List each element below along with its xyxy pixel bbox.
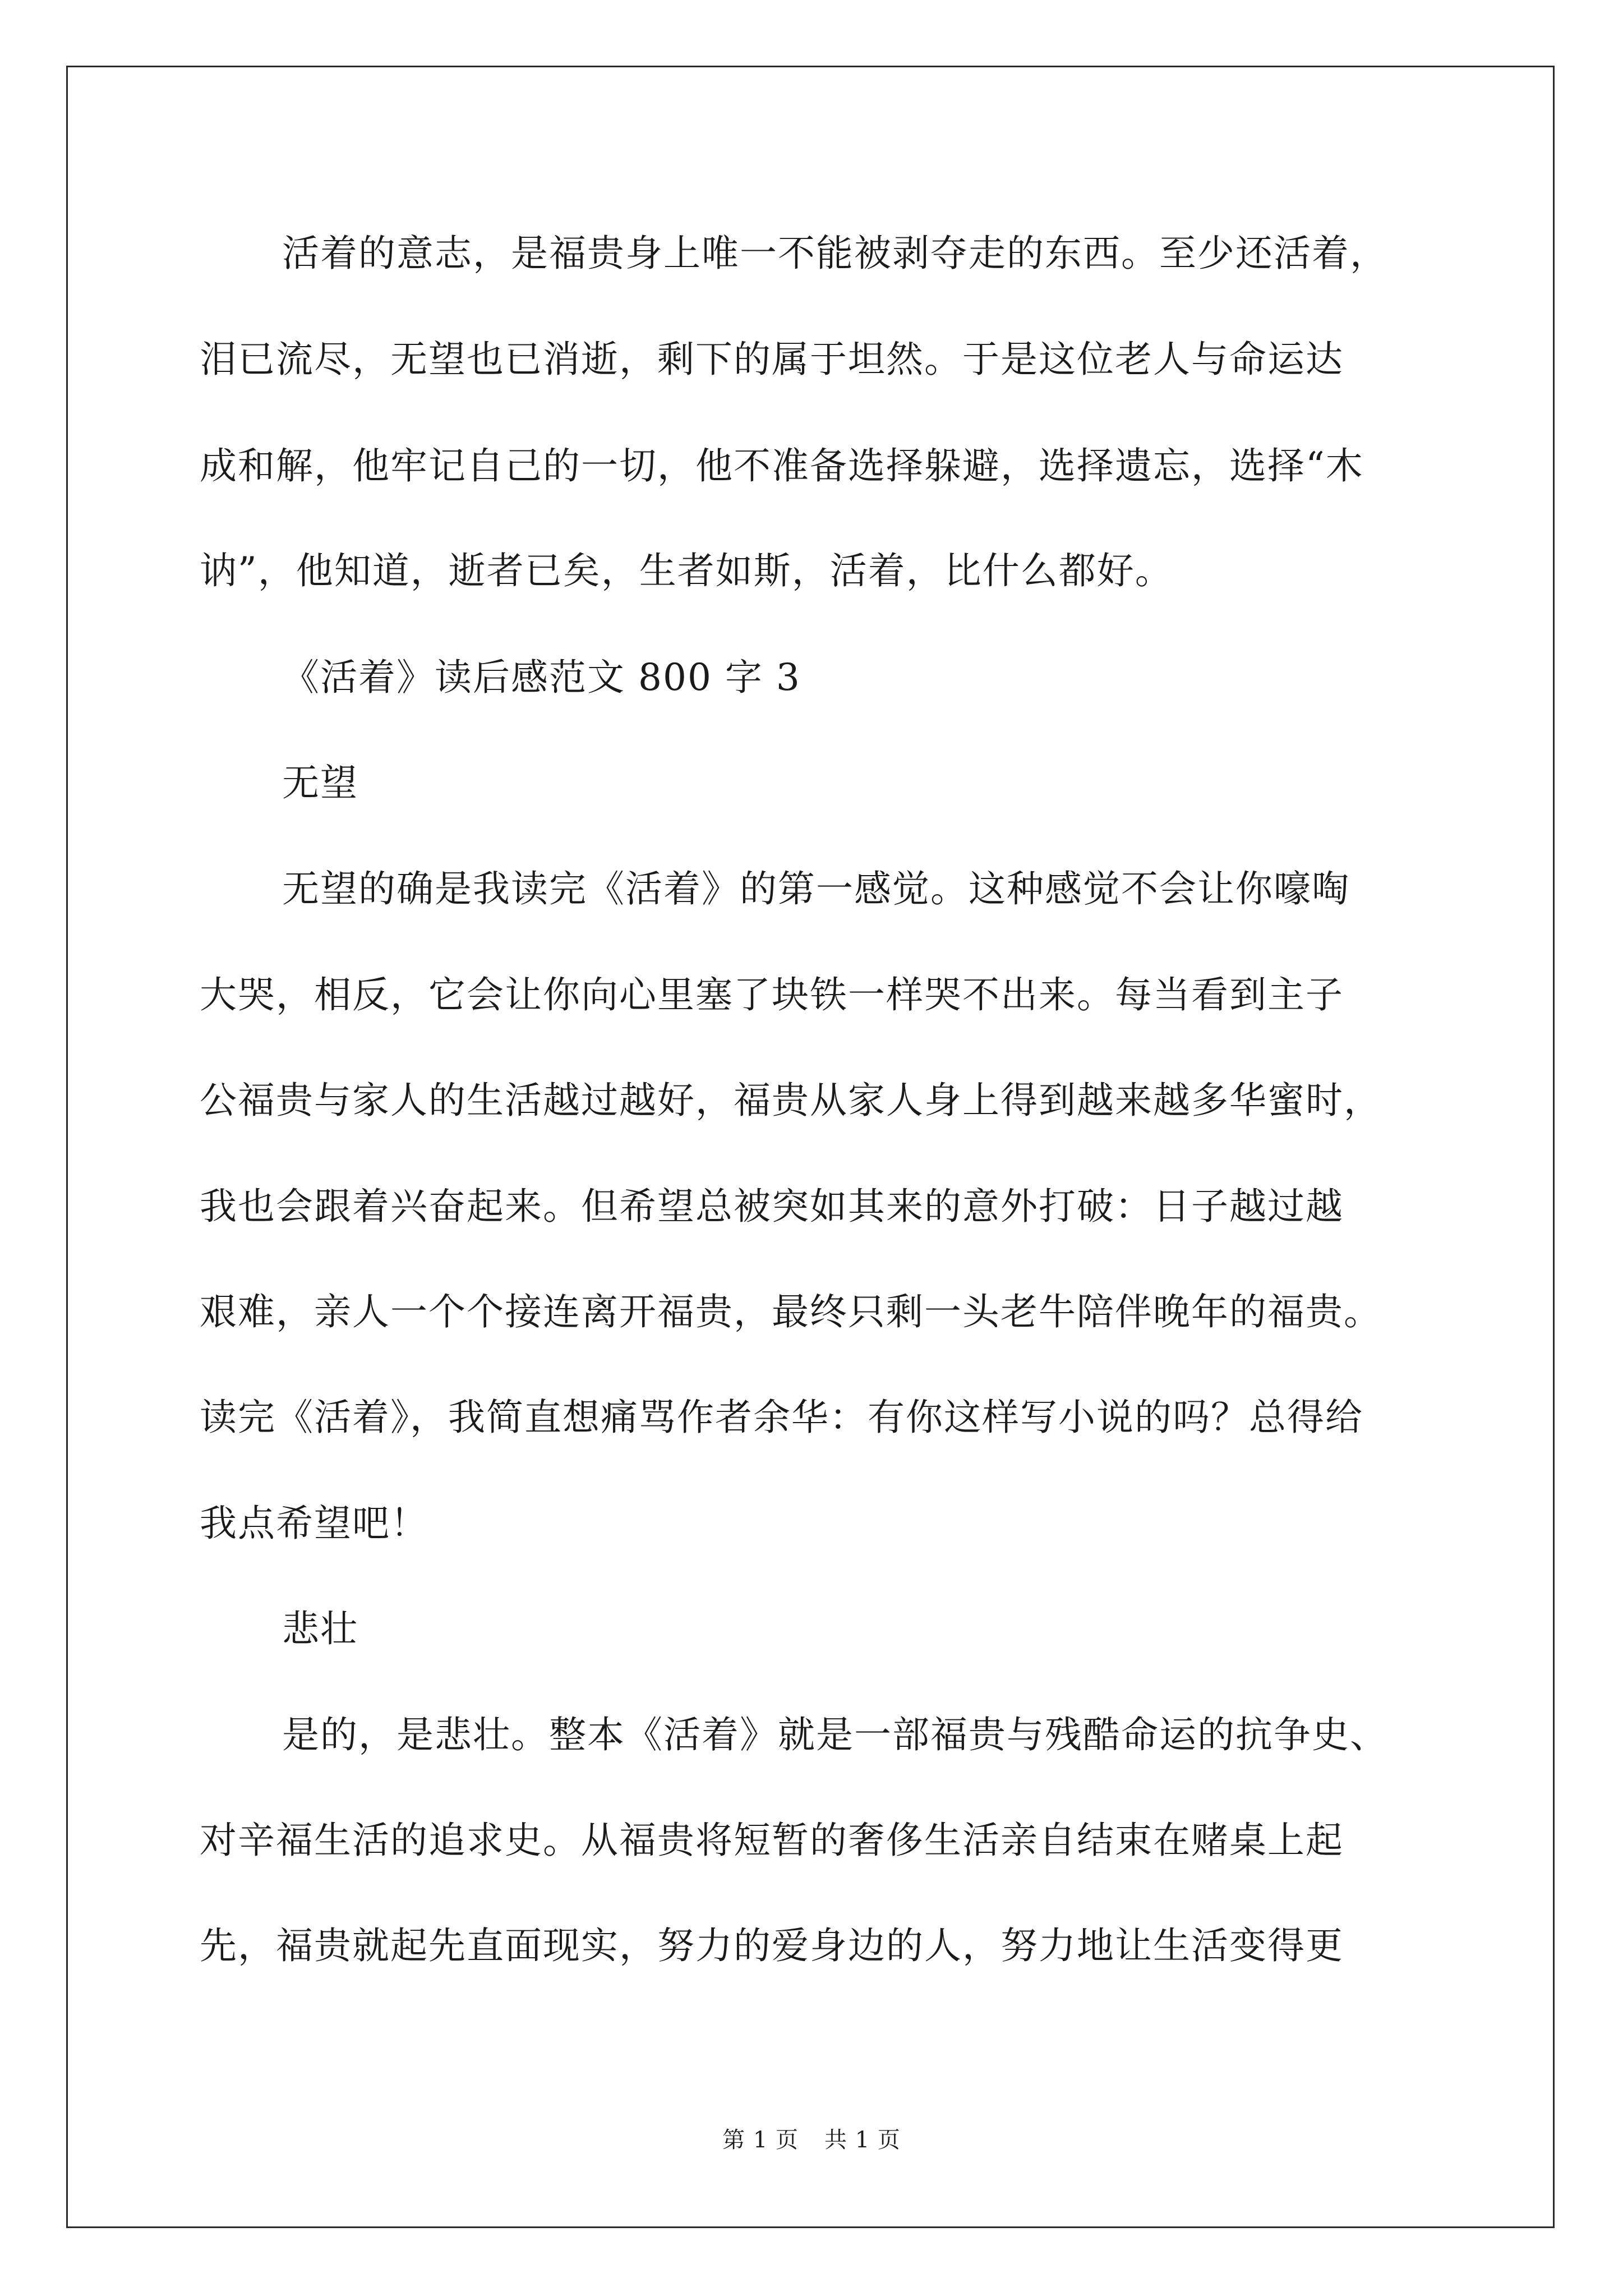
paragraph-line: 是的，是悲壮。整本《活着》就是一部福贵与残酷命运的抗争史、 — [282, 1713, 1388, 1756]
paragraph-line: 我也会跟着兴奋起来。但希望总被突如其来的意外打破：日子越过越 — [200, 1185, 1344, 1228]
paragraph-line: 大哭，相反，它会让你向心里塞了块铁一样哭不出来。每当看到主子 — [200, 973, 1344, 1016]
paragraph-line: 艰难，亲人一个个接连离开福贵，最终只剩一头老牛陪伴晚年的福贵。 — [200, 1290, 1382, 1333]
paragraph-line: 读完《活着》，我简直想痛骂作者余华：有你这样写小说的吗？总得给 — [200, 1396, 1363, 1439]
paragraph-line: 无望的确是我读完《活着》的第一感觉。这种感觉不会让你嚎啕 — [282, 867, 1350, 910]
page-number: 第 1 页 — [722, 2127, 799, 2153]
paragraph-line: 成和解，他牢记自己的一切，他不准备选择躲避，选择遗忘，选择“木 — [200, 444, 1364, 487]
paragraph-line: 泪已流尽，无望也已消逝，剩下的属于坦然。于是这位老人与命运达 — [200, 338, 1344, 381]
paragraph-line: 对辛福生活的追求史。从福贵将短暂的奢侈生活亲自结束在赌桌上起 — [200, 1819, 1344, 1862]
paragraph-line: 公福贵与家人的生活越过越好，福贵从家人身上得到越来越多华蜜时， — [200, 1079, 1382, 1122]
page-border — [66, 66, 1555, 2228]
page-total: 共 1 页 — [824, 2127, 901, 2153]
paragraph-line: 先，福贵就起先直面现实，努力的爱身边的人，努力地让生活变得更 — [200, 1924, 1344, 1967]
page-footer — [0, 2126, 1623, 2154]
subheading: 悲壮 — [282, 1607, 358, 1650]
subheading: 无望 — [282, 761, 358, 804]
paragraph-line: 活着的意志，是福贵身上唯一不能被剥夺走的东西。至少还活着， — [282, 232, 1388, 275]
paragraph-line: 我点希望吧！ — [200, 1502, 428, 1545]
paragraph-line: 讷”，他知道，逝者已矣，生者如斯，活着，比什么都好。 — [200, 549, 1173, 592]
section-title: 《活着》读后感范文 800 字 3 — [282, 656, 801, 699]
